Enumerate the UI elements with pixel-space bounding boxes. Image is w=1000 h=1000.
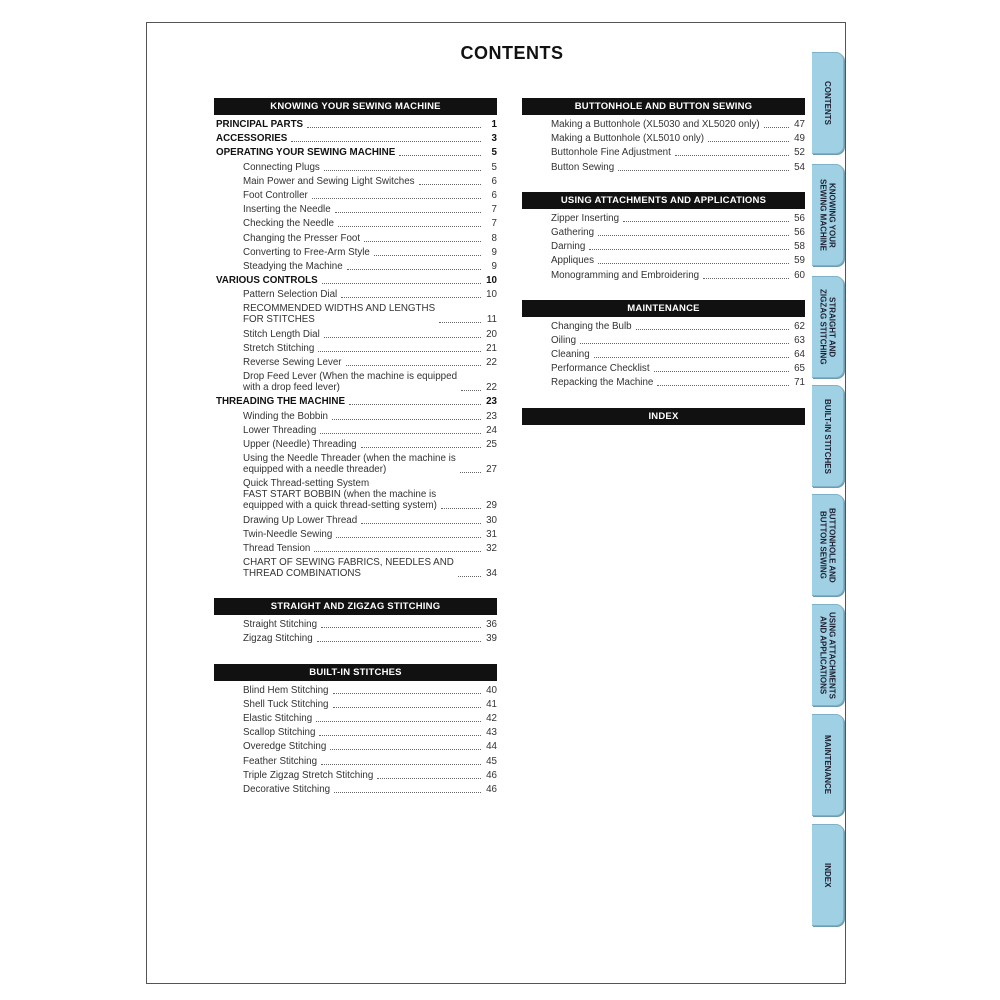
toc-entry[interactable] [522,133,805,144]
dot-leader [316,721,481,722]
toc-entry-label: Elastic Stitching [243,713,313,724]
toc-entry-label: OPERATING YOUR SEWING MACHINE [216,147,396,159]
dot-leader [322,283,481,284]
toc-entry-label: Upper (Needle) Threading [243,438,357,450]
toc-entry-label: Blind Hem Stitching [243,684,329,696]
dot-leader [320,433,481,434]
dot-leader [321,764,481,765]
toc-entry-label: Stitch Length Dial [243,328,320,340]
toc-entry-label: Feather Stitching [243,755,318,767]
dot-leader [580,343,789,344]
toc-entry-label: Foot Controller [243,189,308,201]
toc-entry-page-number: 7 [491,204,497,216]
dot-leader [377,778,481,779]
toc-entry-label: CHART OF SEWING FABRICS, NEEDLES AND THREAD COMBINATIONS [243,557,454,580]
toc-entry-label: Appliques [551,255,595,267]
toc-entry-page-number: 3 [491,133,497,145]
section-header-straight-and-zigzag: STRAIGHT AND ZIGZAG STITCHING [214,598,497,615]
toc-entry-label: Overedge Stitching [243,741,327,753]
toc-entry-page-number: 32 [486,542,497,554]
toc-entry-page-number: 46 [486,769,497,781]
toc-entry[interactable] [214,218,497,229]
toc-entry[interactable] [214,275,497,286]
dot-leader [330,749,481,750]
toc-entry[interactable] [214,329,497,340]
dot-leader [675,155,789,156]
dot-leader [334,792,481,793]
toc-entry-page-number: 6 [491,189,497,201]
section-header-maintenance: MAINTENANCE [522,300,805,317]
toc-entry-label: Darning [551,241,586,253]
toc-entry-label: Changing the Bulb [551,320,632,332]
dot-leader [399,155,481,156]
toc-entry[interactable] [214,162,497,173]
toc-entry[interactable] [522,119,805,130]
section-header-buttonhole-and-button-sewing: BUTTONHOLE AND BUTTON SEWING [522,98,805,115]
toc-entry-page-number: 6 [491,175,497,187]
toc-entry-label: Zigzag Stitching [243,633,313,645]
toc-entry-page-number: 45 [486,755,497,767]
dot-leader [589,249,789,250]
toc-entry[interactable] [522,162,805,173]
dot-leader [341,297,481,298]
dot-leader [314,551,481,552]
toc-entry-label: Connecting Plugs [243,161,320,173]
tab-contents[interactable]: CONTENTS [812,52,844,154]
section-header-built-in-stitches: BUILT-IN STITCHES [214,664,497,681]
dot-leader [708,141,789,142]
toc-entry-label: Checking the Needle [243,218,334,230]
toc-entry-label: Shell Tuck Stitching [243,698,329,710]
toc-entry-page-number: 29 [486,500,497,512]
section-header-index: INDEX [522,408,805,425]
toc-entry[interactable] [214,756,497,767]
tab-index[interactable]: INDEX [812,824,844,926]
toc-entry[interactable] [214,439,497,450]
toc-list [214,119,497,579]
dot-leader [317,641,481,642]
dot-leader [324,170,481,171]
toc-entry[interactable] [214,699,497,710]
toc-entry-page-number: 39 [486,633,497,645]
toc-list [522,213,805,281]
dot-leader [319,735,481,736]
dot-leader [335,212,481,213]
toc-entry-label: Main Power and Sewing Light Switches [243,175,415,187]
toc-entry-label: Performance Checklist [551,363,650,375]
dot-leader [374,255,481,256]
toc-entry[interactable] [214,119,497,130]
toc-entry-label: Thread Tension [243,542,311,554]
tab-maintenance[interactable]: MAINTENANCE [812,714,844,816]
toc-entry-page-number: 24 [486,424,497,436]
toc-entry-label: Lower Threading [243,424,317,436]
toc-entry[interactable] [522,147,805,158]
dot-leader [461,390,481,391]
toc-entry-page-number: 27 [486,464,497,476]
toc-entry[interactable] [214,529,497,540]
toc-entry-page-number: 47 [794,119,805,130]
toc-list [214,685,497,795]
section-header-using-attachments: USING ATTACHMENTS AND APPLICATIONS [522,192,805,209]
toc-entry-label: Inserting the Needle [243,204,331,216]
toc-entry-page-number: 8 [491,232,497,244]
toc-list [522,119,805,173]
toc-entry[interactable] [214,453,497,475]
toc-entry-page-number: 49 [794,133,805,145]
dot-leader [318,351,481,352]
toc-entry-label: Oiling [551,334,577,346]
dot-leader [349,404,481,405]
toc-entry-label: ACCESSORIES [216,133,288,145]
toc-entry[interactable] [214,176,497,187]
dot-leader [291,141,481,142]
toc-entry-label: Twin-Needle Sewing [243,528,333,540]
toc-entry-label: Triple Zigzag Stretch Stitching [243,769,374,781]
dot-leader [764,127,789,128]
toc-entry-page-number: 20 [486,328,497,340]
dot-leader [338,226,481,227]
toc-column-left [214,98,497,798]
toc-entry-page-number: 59 [794,255,805,267]
toc-entry-page-number: 31 [486,528,497,540]
toc-entry[interactable] [522,349,805,360]
toc-entry-label: Making a Buttonhole (XL5010 only) [551,133,705,145]
toc-list [522,321,805,389]
dot-leader [333,707,482,708]
toc-entry[interactable] [522,335,805,346]
toc-entry-page-number: 23 [486,396,497,408]
toc-entry-page-number: 36 [486,619,497,631]
dot-leader [458,576,481,577]
dot-leader [623,221,789,222]
toc-entry[interactable] [214,543,497,554]
tab-built-in-stitches[interactable]: BUILT-IN STITCHES [812,385,844,487]
toc-entry-page-number: 56 [794,212,805,224]
toc-entry-page-number: 41 [486,698,497,710]
dot-leader [598,235,789,236]
page-title: CONTENTS [460,43,564,63]
toc-entry[interactable] [522,213,805,224]
toc-entry-page-number: 22 [486,382,497,394]
toc-entry-page-number: 62 [794,320,805,332]
contents-page [146,22,846,984]
dot-leader [364,241,481,242]
toc-entry-page-number: 52 [794,147,805,159]
dot-leader [307,127,481,128]
toc-entry-page-number: 64 [794,349,805,361]
toc-entry-label: PRINCIPAL PARTS [216,119,304,130]
toc-entry-page-number: 63 [794,334,805,346]
toc-entry[interactable] [214,784,497,795]
dot-leader [321,627,481,628]
toc-entry-label: Stretch Stitching [243,342,315,354]
toc-entry[interactable] [214,371,497,393]
dot-leader [657,385,789,386]
toc-entry-page-number: 46 [486,783,497,795]
toc-entry[interactable] [522,241,805,252]
toc-entry[interactable] [214,425,497,436]
toc-entry-label: Gathering [551,226,595,238]
toc-entry-label: Using the Needle Threader (when the machine is equipped with a needle threader) [243,453,456,476]
toc-entry-page-number: 58 [794,241,805,253]
dot-leader [336,537,481,538]
toc-entry-page-number: 25 [486,438,497,450]
toc-entry[interactable] [522,363,805,374]
dot-leader [636,329,789,330]
toc-entry[interactable] [214,261,497,272]
toc-entry[interactable] [214,515,497,526]
toc-list [214,619,497,644]
toc-entry-label: Changing the Presser Foot [243,232,361,244]
toc-entry-page-number: 10 [486,275,497,287]
toc-entry-label: VARIOUS CONTROLS [216,275,318,287]
toc-entry-page-number: 42 [486,713,497,724]
toc-entry-page-number: 60 [794,269,805,281]
toc-entry[interactable] [214,411,497,422]
toc-entry[interactable] [522,321,805,332]
toc-entry[interactable] [214,147,497,158]
toc-entry-label: Repacking the Machine [551,377,654,389]
toc-entry[interactable] [214,247,497,258]
toc-entry-label: Winding the Bobbin [243,410,328,422]
toc-entry[interactable] [214,727,497,738]
toc-entry[interactable] [214,233,497,244]
section-header-knowing-your-sewing-machine: KNOWING YOUR SEWING MACHINE [214,98,497,115]
dot-leader [703,278,789,279]
toc-entry-page-number: 43 [486,727,497,739]
dot-leader [654,371,789,372]
toc-entry[interactable] [214,557,497,579]
toc-entry-label: Button Sewing [551,161,615,173]
toc-entry-page-number: 54 [794,161,805,173]
toc-entry-page-number: 11 [486,314,497,326]
toc-entry-label: Steadying the Machine [243,260,343,272]
toc-entry-page-number: 9 [491,246,497,258]
toc-entry[interactable] [214,204,497,215]
dot-leader [598,263,789,264]
toc-entry[interactable] [522,227,805,238]
toc-column-right [522,98,805,425]
toc-entry-page-number: 44 [486,741,497,753]
toc-entry-label: Decorative Stitching [243,783,331,795]
toc-entry-label: Buttonhole Fine Adjustment [551,147,671,159]
toc-entry[interactable] [214,396,497,407]
toc-entry-page-number: 65 [794,363,805,375]
toc-entry-label: Scallop Stitching [243,727,316,739]
toc-entry-page-number: 21 [486,342,497,354]
toc-entry-page-number: 5 [491,147,497,159]
toc-entry-page-number: 5 [491,161,497,173]
toc-entry-page-number: 1 [491,119,497,130]
tab-straight-and-zigzag-stitching[interactable]: STRAIGHT AND ZIGZAG STITCHING [812,276,844,378]
toc-entry-page-number: 10 [486,289,497,301]
toc-entry[interactable] [214,303,497,325]
toc-entry-label: Drawing Up Lower Thread [243,514,358,526]
dot-leader [324,337,481,338]
toc-entry[interactable] [214,478,497,511]
toc-entry-page-number: 23 [486,410,497,422]
toc-entry-page-number: 7 [491,218,497,230]
toc-entry[interactable] [214,741,497,752]
tab-buttonhole-and-button-sewing[interactable]: BUTTONHOLE AND BUTTON SEWING [812,494,844,596]
toc-entry-label: Converting to Free-Arm Style [243,246,370,258]
toc-entry-page-number: 30 [486,514,497,526]
toc-entry-label: Drop Feed Lever (When the machine is equipped with a drop feed lever) [243,371,458,394]
toc-entry-page-number: 9 [491,260,497,272]
toc-entry-label: Pattern Selection Dial [243,289,338,301]
tab-knowing-your-sewing-machine[interactable]: KNOWING YOUR SEWING MACHINE [812,164,844,266]
dot-leader [618,170,789,171]
dot-leader [347,269,481,270]
dot-leader [361,523,481,524]
toc-entry[interactable] [214,133,497,144]
dot-leader [460,472,481,473]
toc-entry[interactable] [522,270,805,281]
toc-entry-page-number: 71 [794,377,805,389]
dot-leader [332,419,481,420]
toc-entry-page-number: 34 [486,568,497,580]
tab-using-attachments-and-applications[interactable]: USING ATTACHMENTS AND APPLICATIONS [812,604,844,706]
toc-entry-label: Zipper Inserting [551,212,620,224]
toc-entry-label: THREADING THE MACHINE [216,396,345,408]
toc-entry-page-number: 22 [486,357,497,368]
toc-entry[interactable] [214,633,497,644]
dot-leader [594,357,789,358]
toc-entry-label: Straight Stitching [243,619,318,631]
toc-entry[interactable] [522,255,805,266]
toc-entry[interactable] [214,713,497,724]
toc-entry[interactable] [214,289,497,300]
toc-entry-label: Quick Thread-setting System FAST START BOBBIN (when the machine is equipped with a quick thread-setting system) [243,478,437,512]
toc-entry-label: Cleaning [551,349,590,361]
toc-entry[interactable] [522,377,805,388]
toc-entry[interactable] [214,619,497,630]
dot-leader [419,184,481,185]
toc-entry[interactable] [214,357,497,368]
toc-entry[interactable] [214,190,497,201]
dot-leader [441,508,481,509]
toc-entry[interactable] [214,770,497,781]
toc-entry[interactable] [214,343,497,354]
toc-entry-label: Monogramming and Embroidering [551,269,700,281]
dot-leader [312,198,481,199]
toc-entry-page-number: 56 [794,226,805,238]
toc-entry-label: RECOMMENDED WIDTHS AND LENGTHS FOR STITCHES [243,303,436,326]
toc-entry-label: Making a Buttonhole (XL5030 and XL5020 only) [551,119,760,130]
toc-entry[interactable] [214,685,497,696]
dot-leader [439,322,481,323]
dot-leader [346,365,481,366]
toc-entry-label: Reverse Sewing Lever [243,357,342,368]
dot-leader [333,693,482,694]
dot-leader [361,447,481,448]
toc-entry-page-number: 40 [486,684,497,696]
